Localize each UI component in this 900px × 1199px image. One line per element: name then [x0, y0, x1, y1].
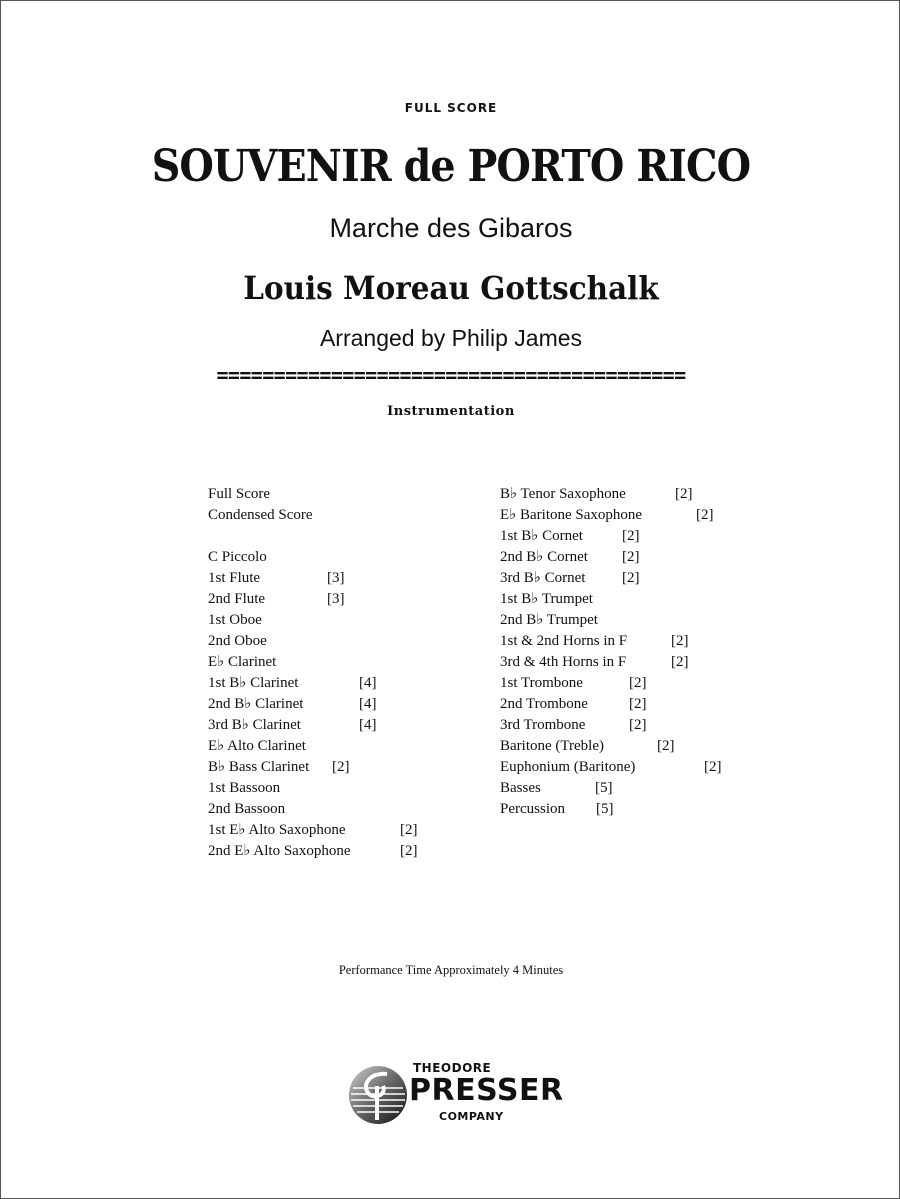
instrument-quantity: [2] [671, 633, 689, 649]
instrument-quantity: [4] [359, 675, 377, 691]
publisher-line-3: COMPANY [439, 1110, 504, 1123]
instrument-name: 2nd Flute [208, 591, 266, 607]
instrument-quantity: [4] [359, 717, 377, 733]
instrument-row [500, 547, 642, 568]
instrument-row [208, 841, 418, 862]
instrument-row [500, 631, 689, 652]
instrument-name: 2nd Bassoon [208, 801, 286, 817]
instrument-name: Full Score [208, 486, 271, 502]
instrument-name: 3rd & 4th Horns in F [500, 654, 627, 670]
instrument-name: 1st B♭ Trumpet [500, 591, 593, 607]
instrument-row [208, 547, 351, 568]
instrument-row [500, 568, 642, 589]
instrument-row [208, 736, 351, 757]
instrument-quantity: [2] [675, 486, 693, 502]
instrument-name: B♭ Tenor Saxophone [500, 486, 626, 502]
instrument-quantity: [2] [704, 759, 722, 775]
instrument-name: E♭ Baritone Saxophone [500, 507, 643, 523]
divider-line: ========================================= [216, 363, 686, 387]
instrument-quantity: [2] [622, 549, 640, 565]
instrument-row [500, 715, 647, 736]
instrument-name: 2nd B♭ Cornet [500, 549, 588, 565]
instrument-row [208, 757, 351, 778]
instrument-name: 3rd B♭ Cornet [500, 570, 586, 586]
publisher-line-2: PRESSER [409, 1073, 564, 1108]
publisher-logo [347, 1061, 564, 1131]
performance-time: Performance Time Approximately 4 Minutes [338, 963, 564, 977]
instrument-name: 2nd Trombone [500, 696, 588, 712]
instrument-name: Percussion [500, 801, 565, 817]
instrument-row [208, 589, 351, 610]
instrument-row [500, 505, 714, 526]
instrument-quantity: [2] [696, 507, 714, 523]
instrument-quantity: [2] [622, 528, 640, 544]
subtitle: Marche des Gibaros [329, 213, 573, 243]
instrument-quantity: [2] [671, 654, 689, 670]
instrument-row [208, 694, 377, 715]
instrument-name: B♭ Bass Clarinet [208, 759, 310, 775]
instrument-row [208, 505, 351, 526]
instrument-row [500, 673, 647, 694]
instrument-name: C Piccolo [208, 549, 267, 565]
instrument-name: 1st Flute [208, 570, 261, 586]
instrument-row [208, 715, 377, 736]
instrument-name: 1st Oboe [208, 612, 262, 628]
instrument-name: 1st Bassoon [208, 780, 281, 796]
instrument-quantity: [2] [400, 843, 418, 859]
arranger-credit: Arranged by Philip James [319, 325, 583, 351]
instrument-row [208, 568, 351, 589]
instrument-row [500, 778, 642, 799]
instrument-row [208, 820, 418, 841]
instrument-quantity: [2] [332, 759, 350, 775]
instrument-row [208, 799, 351, 820]
instrument-quantity: [2] [622, 570, 640, 586]
instrument-quantity: [2] [657, 738, 675, 754]
instrument-row [500, 610, 642, 631]
instrument-name: Condensed Score [208, 507, 313, 523]
instrument-quantity: [3] [327, 591, 345, 607]
instrument-list-left [208, 484, 418, 862]
instrument-row [208, 673, 377, 694]
instrument-row [208, 484, 351, 505]
instrument-quantity: [2] [629, 696, 647, 712]
instrument-quantity: [2] [629, 675, 647, 691]
instrument-row [500, 694, 647, 715]
instrument-quantity: [3] [327, 570, 345, 586]
instrument-row [208, 610, 351, 631]
instrument-list-right [500, 484, 722, 820]
instrument-name: Basses [500, 780, 541, 796]
instrument-row [208, 631, 351, 652]
instrument-name: 1st & 2nd Horns in F [500, 633, 628, 649]
instrument-row [500, 799, 642, 820]
presser-logo-icon [347, 1064, 409, 1126]
instrument-row [500, 484, 693, 505]
instrument-quantity: [2] [400, 822, 418, 838]
instrument-name: 2nd B♭ Trumpet [500, 612, 598, 628]
instrument-name: 1st B♭ Clarinet [208, 675, 299, 691]
instrument-quantity: [2] [629, 717, 647, 733]
instrument-name: 2nd E♭ Alto Saxophone [208, 843, 351, 859]
instrument-name: E♭ Alto Clarinet [208, 738, 306, 754]
instrument-quantity: [5] [595, 780, 613, 796]
composer-name: Louis Moreau Gottschalk [243, 269, 659, 307]
instrument-row [500, 589, 642, 610]
instrument-name: 1st E♭ Alto Saxophone [208, 822, 346, 838]
instrument-row [500, 652, 689, 673]
instrument-row [500, 736, 675, 757]
instrumentation-heading: Instrumentation [387, 404, 515, 419]
instrument-name: Baritone (Treble) [500, 738, 605, 754]
instrument-name: 2nd B♭ Clarinet [208, 696, 304, 712]
page-title: SOUVENIR de PORTO RICO [151, 141, 751, 192]
instrument-row [208, 526, 351, 547]
instrument-name: 3rd Trombone [500, 717, 586, 733]
instrument-name: 3rd B♭ Clarinet [208, 717, 301, 733]
instrument-row [500, 757, 722, 778]
instrument-name: 2nd Oboe [208, 633, 267, 649]
instrument-name: E♭ Clarinet [208, 654, 277, 670]
instrument-name: 1st Trombone [500, 675, 583, 691]
instrument-quantity: [4] [359, 696, 377, 712]
instrument-row [500, 526, 642, 547]
instrument-row [208, 652, 351, 673]
publisher-line-1: THEODORE [413, 1061, 492, 1075]
full-score-label: FULL SCORE [404, 101, 498, 115]
instrument-name: Euphonium (Baritone) [500, 759, 636, 775]
instrument-name: 1st B♭ Cornet [500, 528, 583, 544]
instrument-quantity: [5] [596, 801, 614, 817]
instrument-row [208, 778, 351, 799]
